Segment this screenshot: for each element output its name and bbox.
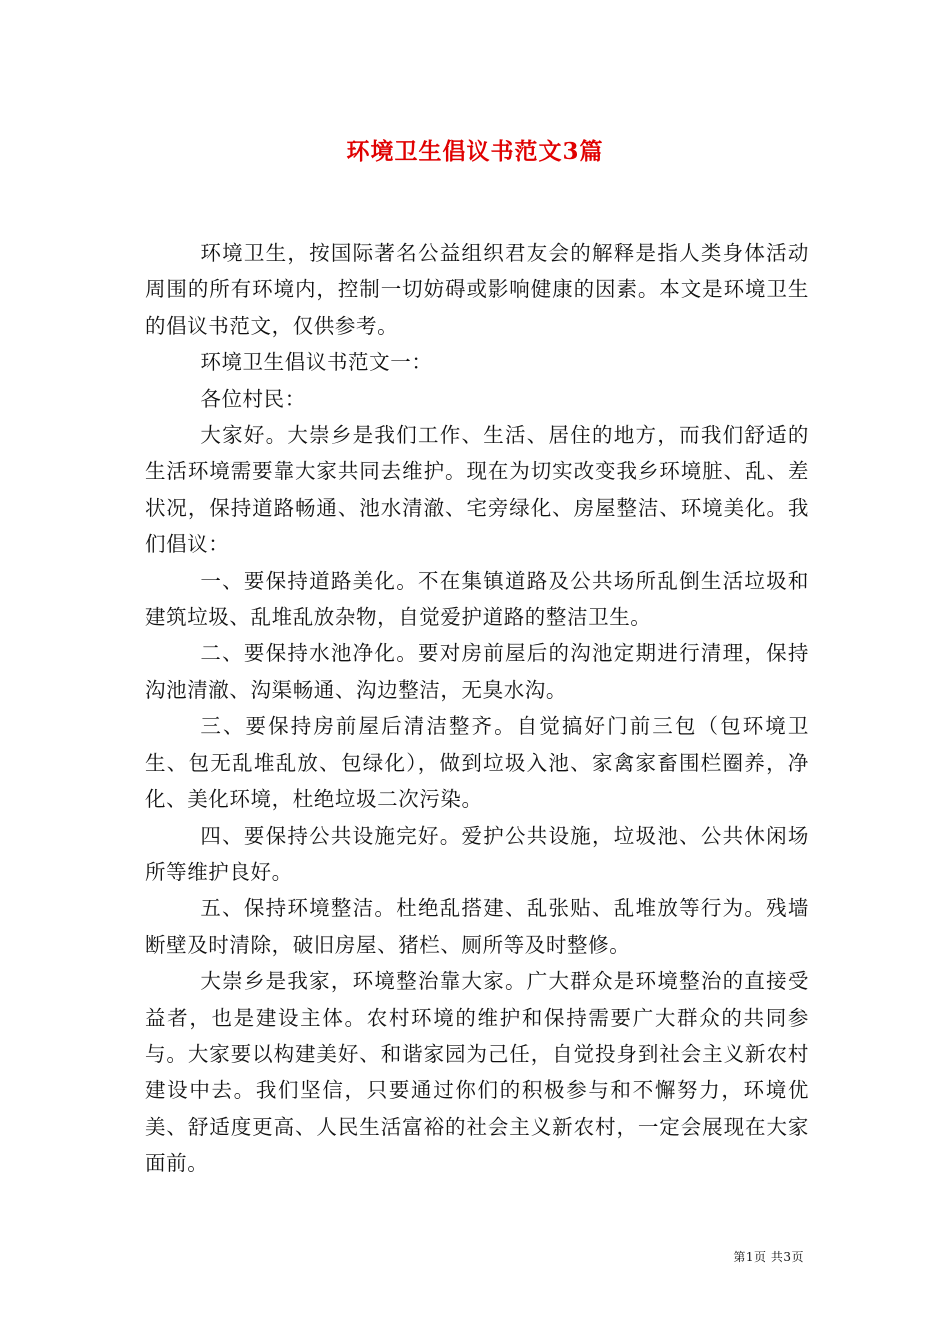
- paragraph-intro: 环境卫生，按国际著名公益组织君友会的解释是指人类身体活动周围的所有环境内，控制一切妨碍或影响健康的因素。本文是环境卫生的倡议书范文，仅供参考。: [145, 241, 809, 338]
- document-title: 环境卫生倡议书范文3篇: [346, 138, 604, 165]
- document-body: [145, 235, 809, 1182]
- paragraph-salutation: 各位村民：: [200, 386, 306, 411]
- paragraph-closing: 大崇乡是我家，环境整治靠大家。广大群众是环境整治的直接受益者，也是建设主体。农村环境的维护和保持需要广大群众的共同参与。大家要以构建美好、和谐家园为己任，自觉投身到社会主义新农村建设中去。我们坚信，只要通过你们的积极参与和不懈努力，环境优美、舒适度更高、人民生活富裕的社会主义新农村，一定会展现在大家面前。: [145, 969, 809, 1176]
- paragraph-greeting: 大家好。大崇乡是我们工作、生活、居住的地方，而我们舒适的生活环境需要靠大家共同去维护。现在为切实改变我乡环境脏、乱、差状况，保持道路畅通、池水清澈、宅旁绿化、房屋整洁、环境美化。我们倡议：: [145, 423, 809, 557]
- paragraph-item-3: 三、要保持房前屋后清洁整齐。自觉搞好门前三包（包环境卫生、包无乱堆乱放、包绿化），做到垃圾入池、家禽家畜围栏圈养，净化、美化环境，杜绝垃圾二次污染。: [145, 714, 809, 812]
- paragraph-subtitle: 环境卫生倡议书范文一：: [200, 350, 433, 375]
- paragraph-item-4: 四、要保持公共设施完好。爱护公共设施，垃圾池、公共休闲场所等维护良好。: [145, 823, 809, 884]
- paragraph-item-1: 一、要保持道路美化。不在集镇道路及公共场所乱倒生活垃圾和建筑垃圾、乱堆乱放杂物，自觉爱护道路的整洁卫生。: [145, 568, 809, 630]
- page-number: 第1页 共3页: [733, 1250, 804, 1264]
- paragraph-item-5: 五、保持环境整洁。杜绝乱搭建、乱张贴、乱堆放等行为。残墙断壁及时清除，破旧房屋、猪栏、厕所等及时整修。: [145, 896, 809, 957]
- paragraph-item-2: 二、要保持水池净化。要对房前屋后的沟池定期进行清理，保持沟池清澈、沟渠畅通、沟边整洁，无臭水沟。: [145, 641, 809, 702]
